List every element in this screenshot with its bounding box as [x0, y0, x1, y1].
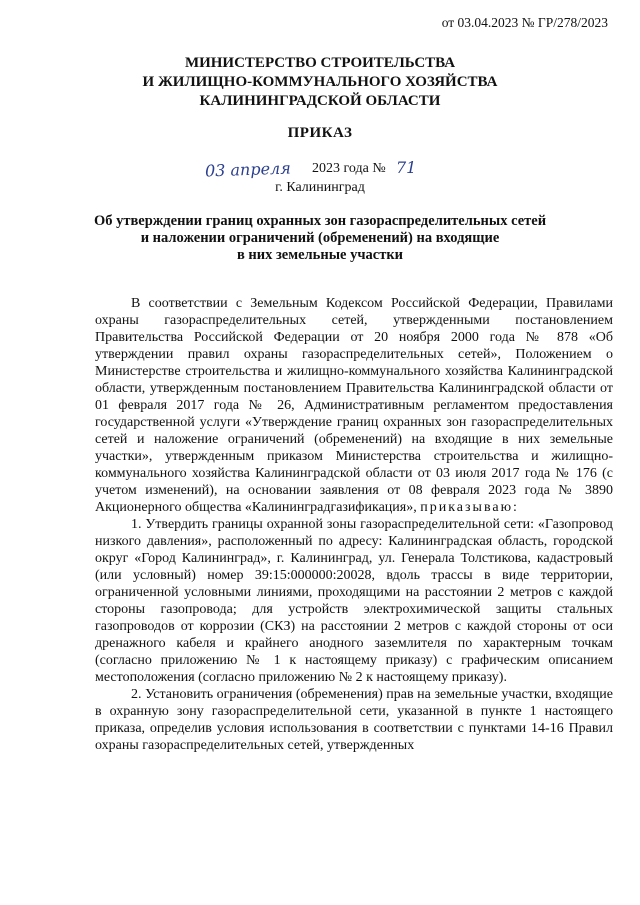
year-text: 2023 года № — [312, 161, 386, 176]
order-word: приказываю: — [420, 500, 519, 515]
ministry-line: МИНИСТЕРСТВО СТРОИТЕЛЬСТВА — [184, 55, 456, 71]
city: г. Калининград — [275, 180, 365, 195]
paragraph-item-1: 1. Утвердить границы охранной зоны газораспределительной сети: «Газопровод низкого давления», расположенный по адресу: Калининградская область, городской округ «Город Калининград», г. Калининград, ул. Генерала Толстикова, кадастровый (или условный) номер 39:15:000000:20028, вдоль трассы в виде территории, ограниченной условными линиями, проходящими на расстоянии 2 метров с каждой стороны газопровода; для устройств электрохимической защиты стальных газопроводов от коррозии (СКЗ) на расстоянии 2 метров с каждой стороны от оси дренажного кабеля и крайнего анодного заземлителя по характерным точкам (согласно приложению № 1 к настоящему приказу) с графическим описанием местоположения (согласно приложению № 2 к настоящему приказу). — [95, 517, 613, 685]
handwritten-date: 03 апреля — [204, 158, 292, 181]
document-title — [0, 213, 640, 264]
handwritten-number: 71 — [396, 158, 417, 177]
ministry-name — [0, 54, 640, 111]
paragraph-preamble — [95, 295, 613, 516]
document-body — [95, 295, 613, 754]
ministry-line: И ЖИЛИЩНО-КОММУНАЛЬНОГО ХОЗЯЙСТВА — [142, 74, 498, 90]
title-line: и наложении ограничений (обременений) на входящие — [140, 230, 500, 246]
title-line: Об утверждении границ охранных зон газораспределительных сетей — [93, 213, 547, 229]
document-type: ПРИКАЗ — [287, 125, 353, 141]
ministry-line: КАЛИНИНГРАДСКОЙ ОБЛАСТИ — [199, 93, 441, 109]
preamble-text: В соответствии с Земельным Кодексом Российской Федерации, Правилами охраны газораспределительных сетей, утвержденными постановлением Правительства Российской Федерации от 20 ноября 2000 года № 878 «Об утверждении правил охраны газораспределительных сетей», Положением о Министерстве строительства и жилищно-коммунального хозяйства Калининградской области, утвержденным постановлением Правительства Калининградской области от 01 февраля 2017 года № 26, Административным регламентом предоставления государственной услуги «Утверждение границ охранных зон газораспределительных сетей и наложение ограничений (обременений) на входящие в них земельные участки», утвержденным приказом Министерства строительства и жилищно-коммунального хозяйства Калининградской области от 03 июля 2017 года № 176 (с учетом изменений), на основании заявления от 08 февраля 2023 года № 3890 Акционерного общества «Калининградгазификация», — [95, 296, 613, 515]
paragraph-item-2: 2. Установить ограничения (обременения) прав на земельные участки, входящие в охранную зону газораспределительной сети, указанной в пункте 1 настоящего приказа, определив условия использования в соответствии с пунктами 14-16 Правил охраны газораспределительных сетей, утвержденных — [95, 687, 613, 753]
date-line — [0, 160, 640, 180]
registration-number: от 03.04.2023 № ГР/278/2023 — [441, 15, 608, 30]
title-line: в них земельные участки — [236, 247, 404, 263]
